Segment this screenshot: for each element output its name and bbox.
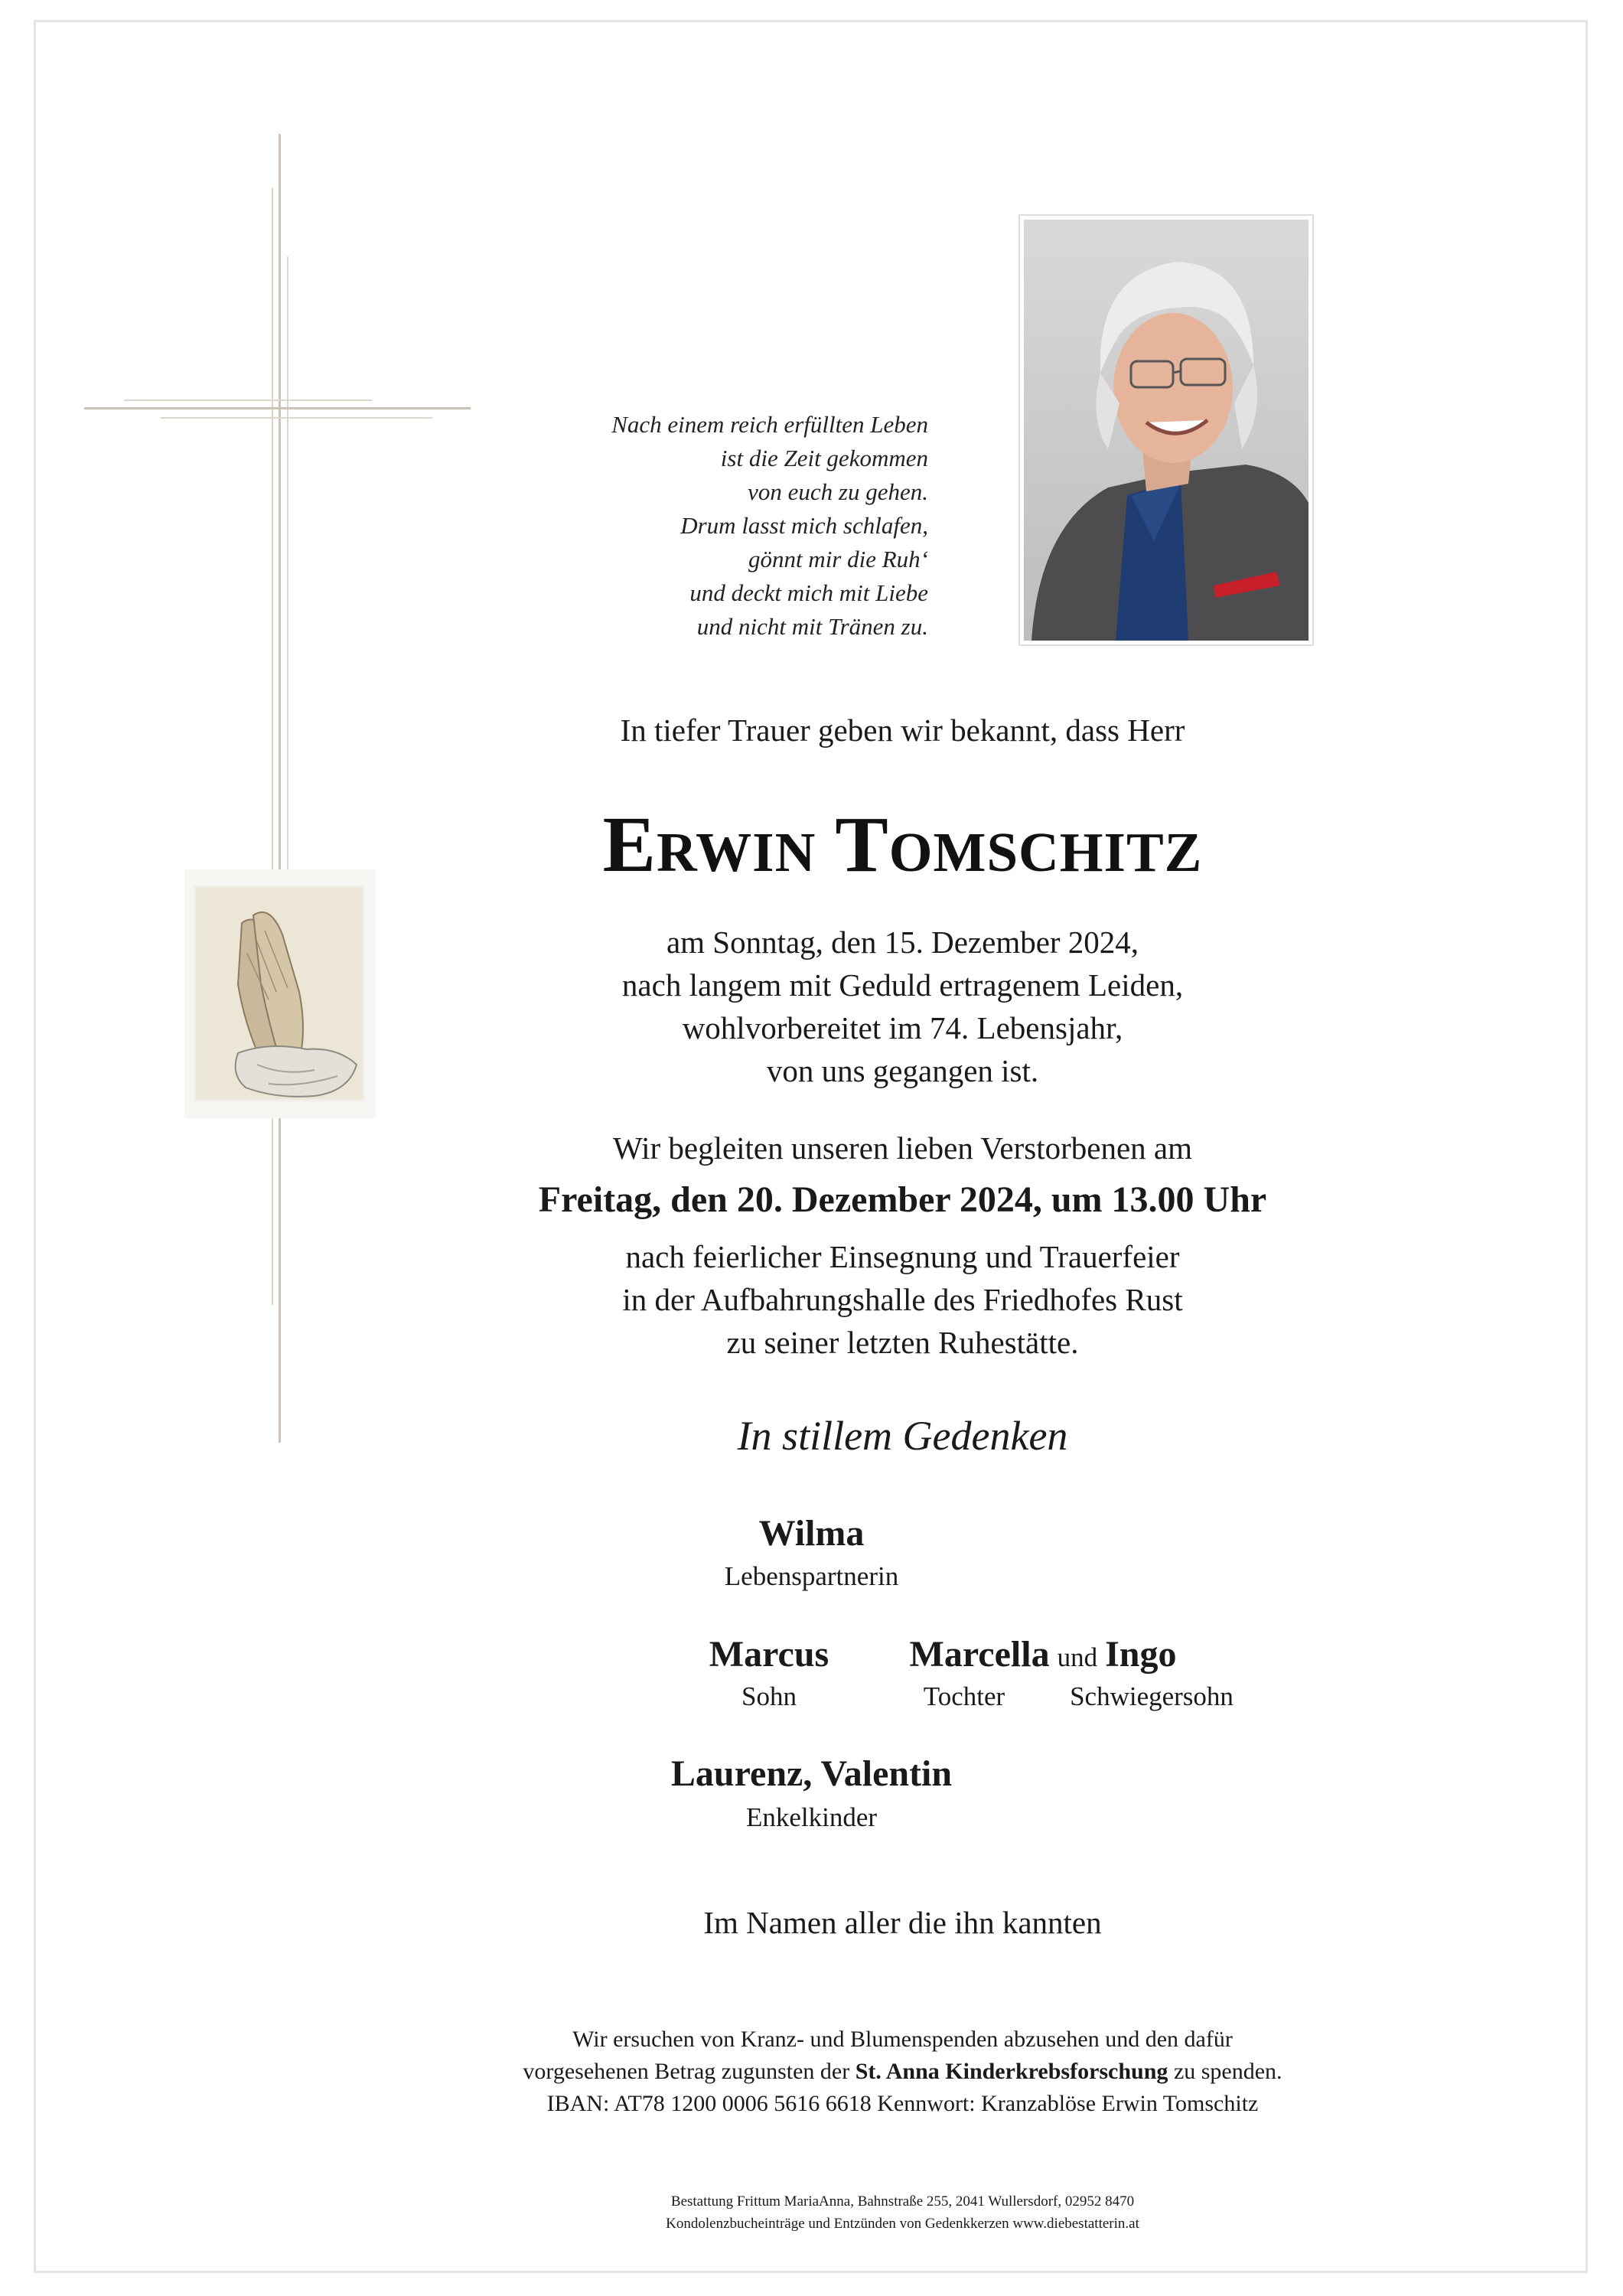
imprint-line: Kondolenzbucheinträge und Entzünden von Gedenkkerzen www.diebestatterin.at — [666, 2216, 1139, 2232]
closing-line: Im Namen aller die ihn kannten — [703, 1905, 1102, 1940]
donation-text: zu spenden. — [1168, 2059, 1282, 2084]
poem-line: von euch zu gehen. — [748, 478, 928, 505]
donation-note — [91, 2024, 1623, 2120]
donation-line: Wir ersuchen von Kranz- und Blumenspenden abzusehen und den dafür — [572, 2027, 1233, 2052]
poem-line: ist die Zeit gekommen — [720, 445, 928, 471]
mourner-daughter-role: Tochter — [923, 1681, 1005, 1711]
und-connector: und — [1057, 1642, 1098, 1672]
mourner-son-in-law-name: Ingo — [1105, 1634, 1177, 1675]
portrait-photo — [1018, 214, 1314, 646]
poem-line: gönnt mir die Ruh‘ — [748, 546, 928, 572]
mourner-son-name: Marcus — [709, 1634, 829, 1675]
death-details — [91, 921, 1623, 1092]
funeral-date: Freitag, den 20. Dezember 2024, um 13.00 Uhr — [538, 1179, 1267, 1220]
mourner-partner-role: Lebenspartnerin — [724, 1561, 899, 1591]
death-line: nach langem mit Geduld ertragenem Leiden, — [621, 967, 1184, 1003]
funeral-line: in der Aufbahrungshalle des Friedhofes Rust — [622, 1282, 1183, 1317]
charity-name: St. Anna Kinderkrebsforschung — [855, 2059, 1168, 2084]
donation-line — [91, 2056, 1623, 2088]
poem-line: Nach einem reich erfüllten Leben — [611, 411, 928, 438]
mourner-son-role: Sohn — [741, 1681, 797, 1711]
announcement-intro: In tiefer Trauer geben wir bekannt, dass Herr — [620, 713, 1185, 748]
funeral-details — [91, 1235, 1623, 1364]
poem-line: und nicht mit Tränen zu. — [696, 613, 928, 640]
death-line: wohlvorbereitet im 74. Lebensjahr, — [682, 1010, 1123, 1045]
donation-text: vorgesehenen Betrag zugunsten der — [523, 2059, 855, 2084]
funeral-line: zu seiner letzten Ruhestätte. — [726, 1325, 1079, 1360]
funeral-intro: Wir begleiten unseren lieben Verstorbenen am — [613, 1130, 1192, 1166]
memorial-poem — [490, 408, 928, 644]
deceased-name: Erwin Tomschitz — [602, 801, 1203, 889]
iban-line: IBAN: AT78 1200 0006 5616 6618 Kennwort: Kranzablöse Erwin Tomschitz — [546, 2091, 1259, 2116]
gedenken-heading: In stillem Gedenken — [737, 1413, 1068, 1459]
mourner-grandchildren-role: Enkelkinder — [745, 1802, 878, 1832]
death-line: von uns gegangen ist. — [766, 1053, 1039, 1088]
imprint-line: Bestattung Frittum MariaAnna, Bahnstraße 255, 2041 Wullersdorf, 02952 8470 — [670, 2193, 1135, 2210]
mourner-son-in-law-role: Schwiegersohn — [1070, 1681, 1234, 1711]
poem-line: und deckt mich mit Liebe — [689, 579, 928, 606]
mourner-daughter-name: Marcella — [909, 1634, 1050, 1675]
funeral-home-imprint — [91, 2190, 1623, 2235]
poem-line: Drum lasst mich schlafen, — [680, 512, 928, 539]
mourner-daughter-group — [886, 1633, 1200, 1675]
funeral-line: nach feierlicher Einsegnung und Trauerfeier — [625, 1239, 1180, 1274]
mourner-grandchildren-names: Laurenz, Valentin — [670, 1753, 953, 1794]
mourner-partner-name: Wilma — [758, 1513, 865, 1554]
death-line: am Sonntag, den 15. Dezember 2024, — [666, 925, 1139, 960]
